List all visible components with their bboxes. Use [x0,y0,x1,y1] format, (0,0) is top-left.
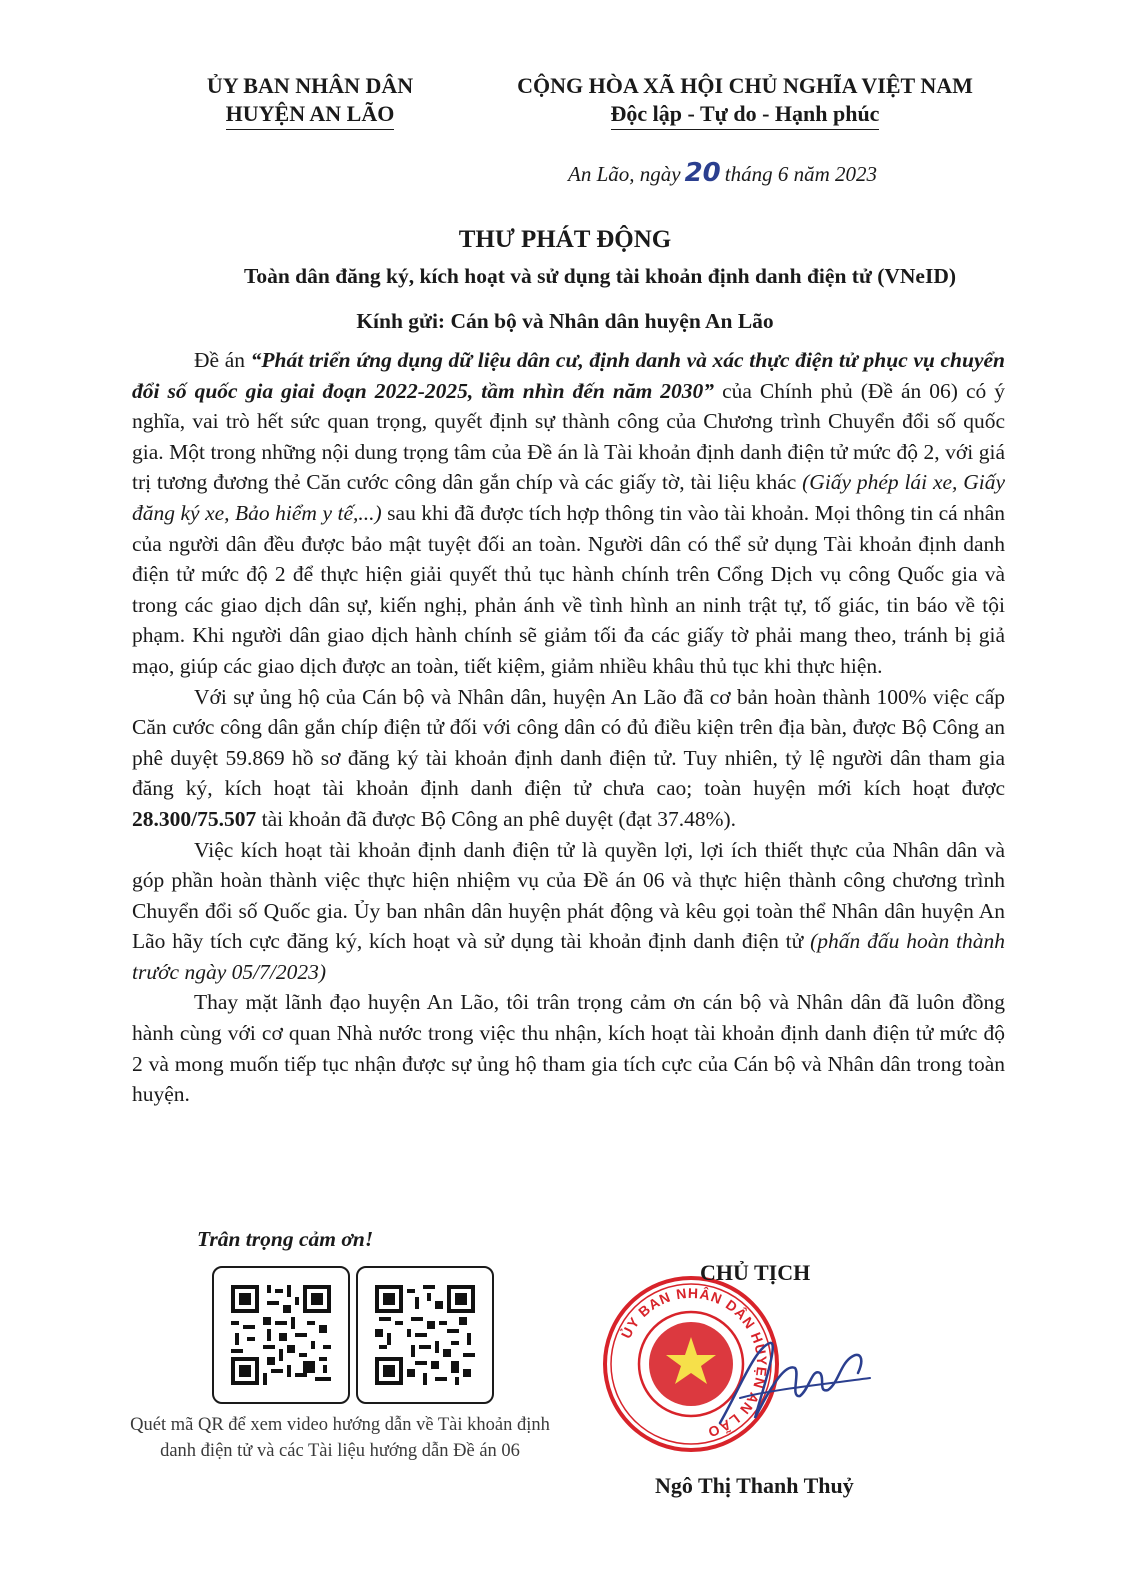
letter-body [132,345,1005,1110]
authority-line-2: HUYỆN AN LÃO [226,100,395,130]
country-name: CỘNG HÒA XÃ HỘI CHỦ NGHĨA VIỆT NAM [517,73,973,98]
p2-text-1: Với sự ủng hộ của Cán bộ và Nhân dân, huyện An Lão đã cơ bản hoàn thành 100% việc cấp Căn cước công dân gắn chíp điện tử đối với công dân có đủ điều kiện trên địa bàn, được Bộ Công an phê duyệt 59.869 hồ sơ đăng ký tài khoản định danh điện tử. Tuy nhiên, tỷ lệ người dân tham gia đăng ký, kích hoạt tài khoản định danh điện tử chưa cao; toàn huyện mới kích hoạt được [132,684,1005,801]
date-suffix: tháng 6 năm 2023 [724,162,878,186]
document-subtitle: Toàn dân đăng ký, kích hoạt và sử dụng tài khoản định danh điện tử (VNeID) [243,264,957,288]
date-prefix: An Lão, ngày [568,162,681,186]
body-paragraph-1 [132,345,1005,682]
seal-text: ỦY BAN NHÂN DÂN HUYỆN AN LÃO [617,1284,771,1441]
p3-deadline: (phấn đấu hoàn thành trước ngày 05/7/2023) [132,929,1005,984]
qr-code-icon [231,1285,331,1385]
qr-code-video-guide[interactable] [212,1266,350,1404]
p1-project-name: “Phát triển ứng dụng dữ liệu dân cư, định danh và xác thực điện tử phục vụ chuyển đổi số quốc gia giai đoạn 2022-2025, tầm nhìn đến năm 2030” [132,348,1005,403]
body-paragraph-4: Thay mặt lãnh đạo huyện An Lão, tôi trân trọng cảm ơn cán bộ và Nhân dân đã luôn đồng hành cùng với cơ quan Nhà nước trong việc thu nhận, kích hoạt tài khoản định danh điện tử mức độ 2 và mong muốn tiếp tục nhận được sự ủng hộ tham gia tích cực của Cán bộ và Nhân dân trong toàn huyện. [132,990,1005,1107]
body-paragraph-3 [132,835,1005,988]
p2-activated-count: 28.300/75.507 [132,806,257,831]
national-motto [470,72,1020,130]
handwritten-signature [700,1328,880,1443]
signature-icon [700,1328,880,1438]
date-line [568,158,877,188]
p1-text-1: Đề án [194,348,251,372]
body-paragraph-2 [132,682,1005,835]
qr-code-icon [375,1285,475,1385]
qr-caption: Quét mã QR để xem video hướng dẫn về Tài khoản định danh điện tử và các Tài liệu hướng dẫn Đề án 06 [130,1415,550,1461]
document-title: THƯ PHÁT ĐỘNG [458,226,672,253]
closing-thanks: Trân trọng cảm ơn! [197,1227,374,1251]
authority-line-1: ỦY BAN NHÂN DÂN [206,73,414,98]
p1-text-3: sau khi đã được tích hợp thông tin vào tài khoản. Mọi thông tin cá nhân của người dân đều được bảo mật tuyệt đối an toàn. Người dân có thể sử dụng Tài khoản định danh điện tử mức độ 2 để thực hiện giải quyết thủ tục hành chính trên Cổng Dịch vụ công Quốc gia và trong các giao dịch dân sự, kiến nghị, phản ánh về tình hình an ninh trật tự, tố giác, tin báo về tội phạm. Khi người dân giao dịch hành chính sẽ giảm tối đa các giấy tờ phải mang theo, tránh bị giả mạo, giúp các giao dịch được an toàn, tiết kiệm, giảm nhiều khâu thủ tục khi thực hiện. [132,500,1006,678]
p3-text-1: Việc kích hoạt tài khoản định danh điện tử là quyền lợi, lợi ích thiết thực của Nhân dân và góp phần hoàn thành việc thực hiện nhiệm vụ của Đề án 06 và thực hiện thành công chương trình Chuyển đổi số Quốc gia. Ủy ban nhân dân huyện phát động và kêu gọi toàn thể Nhân dân huyện An Lão hãy tích cực đăng ký, kích hoạt và sử dụng tài khoản định danh điện tử [132,837,1005,954]
signer-name: Ngô Thị Thanh Thuỷ [655,1473,854,1498]
p2-text-2: tài khoản đã được Bộ Công an phê duyệt (đạt 37.48%). [256,806,737,831]
date-day-handwritten: 20 [684,158,721,188]
p1-text-2: của Chính phủ (Đề án 06) có ý nghĩa, vai trò hết sức quan trọng, quyết định sự thành công của Chương trình Chuyển đổi số quốc gia. Một trong những nội dung trọng tâm của Đề án là Tài khoản định danh điện tử mức độ 2, với giá trị tương đương thẻ Căn cước công dân gắn chíp và các giấy tờ, tài liệu khác [132,378,1005,495]
motto-line: Độc lập - Tự do - Hạnh phúc [611,100,880,130]
p1-examples: (Giấy phép lái xe, Giấy đăng ký xe, Bảo hiểm y tế,...) [132,470,1005,525]
issuing-authority [175,72,445,130]
recipient-greeting: Kính gửi: Cán bộ và Nhân dân huyện An Lão [356,309,774,333]
signer-position: CHỦ TỊCH [700,1260,811,1285]
qr-code-documents[interactable] [356,1266,494,1404]
